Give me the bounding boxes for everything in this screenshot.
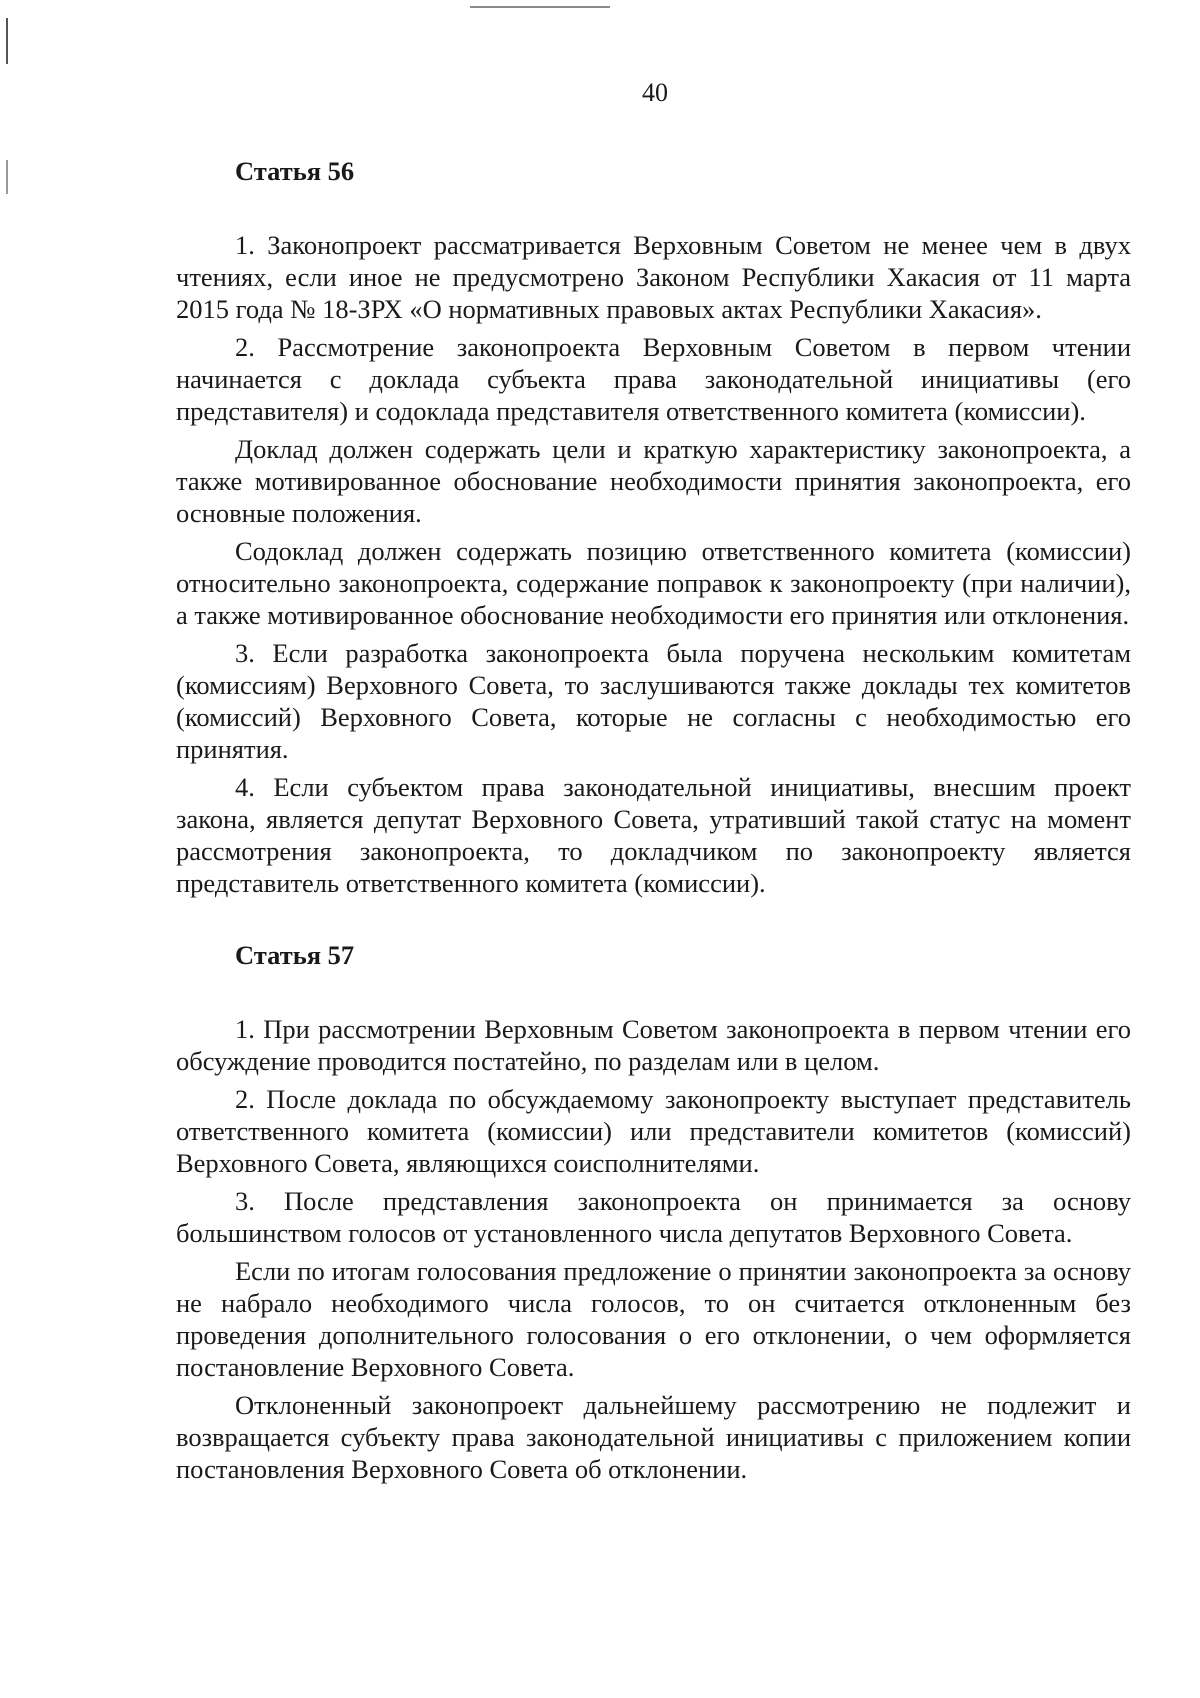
paragraph: Содоклад должен содержать позицию ответственного комитета (комиссии) относительно законопроекта, содержание поправок к законопроекту (при наличии), а также мотивированное обоснование необходимости его принятия или отклонения. <box>176 536 1131 630</box>
paragraph: 2. Рассмотрение законопроекта Верховным Советом в первом чтении начинается с доклада субъекта права законодательной инициативы (его представителя) и содоклада представителя ответственного комитета (комиссии). <box>176 332 1131 426</box>
paragraph: 1. Законопроект рассматривается Верховным Советом не менее чем в двух чтениях, если иное не предусмотрено Законом Республики Хакасия от 11 марта 2015 года № 18-ЗРХ «О нормативных правовых актах Республики Хакасия». <box>176 230 1131 324</box>
document-body <box>176 155 1131 1485</box>
paragraph: 4. Если субъектом права законодательной инициативы, внесшим проект закона, является депутат Верховного Совета, утративший такой статус на момент рассмотрения законопроекта, то докладчиком по законопроекту является представитель ответственного комитета (комиссии). <box>176 772 1131 898</box>
page-number: 40 <box>642 78 668 107</box>
paragraph: 3. Если разработка законопроекта была поручена нескольким комитетам (комиссиям) Верховного Совета, то заслушиваются также доклады тех комитетов (комиссий) Верховного Совета, которые не согласны с необходимостью его принятия. <box>176 638 1131 764</box>
article-title: Статья 57 <box>235 940 355 970</box>
article-57 <box>176 939 1131 1485</box>
paragraph: 3. После представления законопроекта он принимается за основу большинством голосов от установленного числа депутатов Верховного Совета. <box>176 1186 1131 1248</box>
paragraph: Если по итогам голосования предложение о принятии законопроекта за основу не набрало необходимого числа голосов, то он считается отклоненным без проведения дополнительного голосования о его отклонении, о чем оформляется постановление Верховного Совета. <box>176 1256 1131 1382</box>
article-56 <box>176 155 1131 899</box>
paragraph: Доклад должен содержать цели и краткую характеристику законопроекта, а также мотивированное обоснование необходимости принятия законопроекта, его основные положения. <box>176 434 1131 528</box>
paragraph: Отклоненный законопроект дальнейшему рассмотрению не подлежит и возвращается субъекту права законодательной инициативы с приложением копии постановления Верховного Совета об отклонении. <box>176 1390 1131 1484</box>
paragraph: 2. После доклада по обсуждаемому законопроекту выступает представитель ответственного комитета (комиссии) или представители комитетов (комиссий) Верховного Совета, являющихся соисполнителями. <box>176 1084 1131 1178</box>
scan-artifact-mark <box>6 160 8 194</box>
article-title: Статья 56 <box>235 156 355 186</box>
paragraph: 1. При рассмотрении Верховным Советом законопроекта в первом чтении его обсуждение проводится постатейно, по разделам или в целом. <box>176 1014 1131 1076</box>
scan-artifact-mark <box>6 18 8 64</box>
scan-artifact-line <box>470 6 610 8</box>
